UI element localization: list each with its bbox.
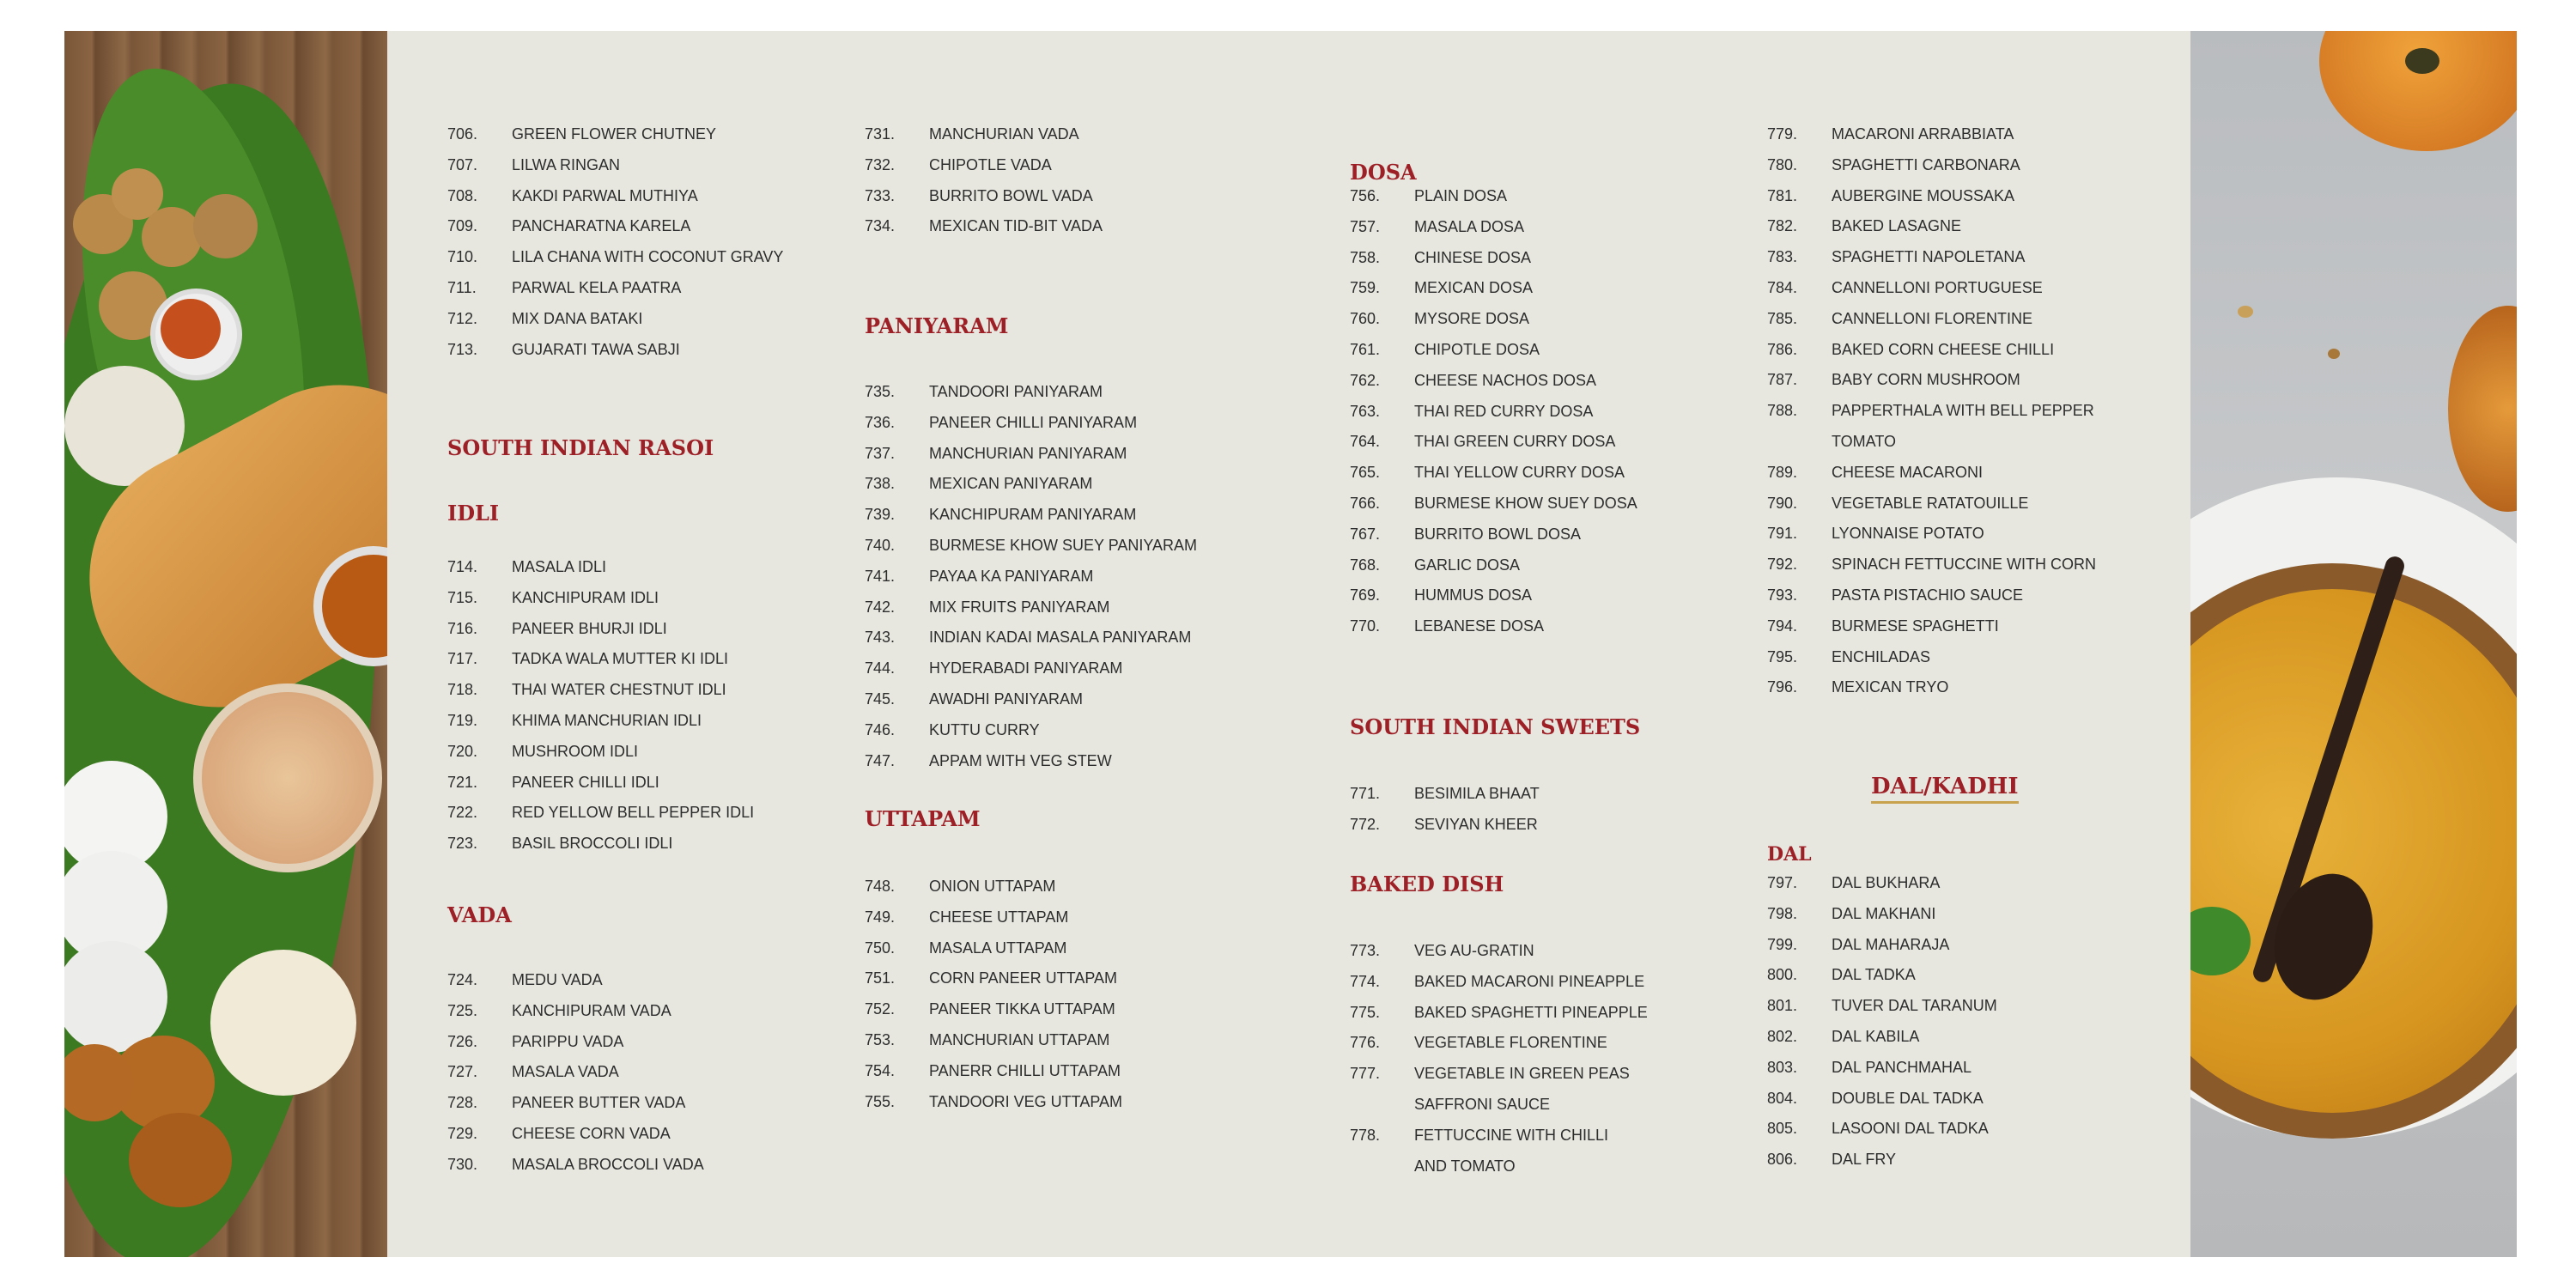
menu-item-number: 753. xyxy=(865,1031,896,1048)
menu-item-number: 743. xyxy=(865,629,896,647)
menu-item-number: 768. xyxy=(1350,556,1381,574)
menu-item-name: PASTA PISTACHIO SAUCE xyxy=(1832,586,2024,604)
menu-item-name: BURMESE KHOW SUEY DOSA xyxy=(1414,495,1637,512)
menu-item-number: 715. xyxy=(447,588,478,606)
menu-item-name: THAI YELLOW CURRY DOSA xyxy=(1414,464,1625,482)
menu-item-name: CORN PANEER UTTAPAM xyxy=(929,969,1118,987)
menu-item-name: DOUBLE DAL TADKA xyxy=(1832,1089,1984,1107)
menu-item-number: 710. xyxy=(447,248,478,266)
menu-item-name: INDIAN KADAI MASALA PANIYARAM xyxy=(929,629,1192,647)
menu-item-number: 714. xyxy=(447,558,478,575)
menu-item-name: CHEESE NACHOS DOSA xyxy=(1414,371,1597,389)
menu-item-number: 765. xyxy=(1350,464,1381,482)
menu-item-number: 783. xyxy=(1767,248,1798,266)
menu-item-name: MEXICAN DOSA xyxy=(1414,279,1534,297)
menu-item-number: 744. xyxy=(865,659,896,677)
menu-item-name-continued: AND TOMATO xyxy=(1414,1157,1516,1175)
menu-item-number: 738. xyxy=(865,475,896,493)
menu-item-number: 734. xyxy=(865,217,896,235)
menu-item-name: ONION UTTAPAM xyxy=(929,878,1056,895)
menu-item-number: 800. xyxy=(1767,966,1798,984)
menu-item-name: CHIPOTLE VADA xyxy=(929,155,1052,173)
menu-item-number: 721. xyxy=(447,773,478,791)
menu-item-name: KUTTU CURRY xyxy=(929,720,1040,738)
menu-item-number: 748. xyxy=(865,878,896,895)
menu-item-name: MIX FRUITS PANIYARAM xyxy=(929,598,1110,616)
menu-item-number: 750. xyxy=(865,939,896,957)
menu-item-name: BASIL BROCCOLI IDLI xyxy=(512,835,673,853)
menu-item-name: BAKED LASAGNE xyxy=(1832,217,1962,235)
menu-item-name: SPINACH FETTUCCINE WITH CORN xyxy=(1832,556,2096,574)
menu-item-number: 739. xyxy=(865,506,896,524)
menu-item-name: BURRITO BOWL DOSA xyxy=(1414,525,1582,543)
menu-item-name: KAKDI PARWAL MUTHIYA xyxy=(512,186,698,204)
menu-item-number: 737. xyxy=(865,444,896,462)
menu-item-number: 726. xyxy=(447,1032,478,1050)
menu-item-name: BABY CORN MUSHROOM xyxy=(1832,371,2020,389)
menu-item-name: MEXICAN TRYO xyxy=(1832,678,1949,696)
menu-item-name: DAL MAHARAJA xyxy=(1832,935,1950,953)
menu-item-number: 746. xyxy=(865,720,896,738)
menu-item-name: PARWAL KELA PAATRA xyxy=(512,279,682,296)
menu-item-name: MANCHURIAN UTTAPAM xyxy=(929,1031,1110,1048)
menu-item-name: MUSHROOM IDLI xyxy=(512,742,639,760)
menu-item-number: 801. xyxy=(1767,997,1798,1015)
section-heading-paniyaram: PANIYARAM xyxy=(865,313,1009,338)
menu-item-number: 760. xyxy=(1350,310,1381,328)
menu-item-number: 755. xyxy=(865,1092,896,1110)
menu-item-name: HYDERABADI PANIYARAM xyxy=(929,659,1123,677)
menu-item-name: CHEESE MACARONI xyxy=(1832,463,1984,481)
menu-item-number: 787. xyxy=(1767,371,1798,389)
menu-item-number: 805. xyxy=(1767,1120,1798,1138)
menu-item-number: 777. xyxy=(1350,1065,1381,1083)
menu-item-name: VEG AU-GRATIN xyxy=(1414,942,1534,959)
menu-item-name: PAPPERTHALA WITH BELL PEPPER xyxy=(1832,402,2094,420)
menu-item-name: PANEER BUTTER VADA xyxy=(512,1094,686,1112)
menu-item-name: LEBANESE DOSA xyxy=(1414,617,1545,635)
menu-item-number: 788. xyxy=(1767,402,1798,420)
menu-item-number: 761. xyxy=(1350,341,1381,358)
menu-item-name: GREEN FLOWER CHUTNEY xyxy=(512,125,717,143)
menu-item-name: SPAGHETTI CARBONARA xyxy=(1832,155,2020,173)
menu-item-name: FETTUCCINE WITH CHILLI xyxy=(1414,1126,1609,1144)
menu-item-name: HUMMUS DOSA xyxy=(1414,586,1533,605)
menu-item-name: GARLIC DOSA xyxy=(1414,556,1521,574)
menu-item-name: APPAM WITH VEG STEW xyxy=(929,751,1112,769)
section-heading-idli: IDLI xyxy=(447,501,500,526)
menu-item-name: TANDOORI PANIYARAM xyxy=(929,383,1103,400)
menu-item-number: 775. xyxy=(1350,1003,1381,1021)
menu-item-name: VEGETABLE IN GREEN PEAS xyxy=(1414,1065,1630,1083)
menu-item-number: 793. xyxy=(1767,586,1798,604)
menu-item-number: 791. xyxy=(1767,525,1798,543)
menu-item-number: 723. xyxy=(447,835,478,853)
menu-item-name: CHINESE DOSA xyxy=(1414,248,1532,266)
menu-item-name: BURMESE SPAGHETTI xyxy=(1832,617,1999,635)
menu-item-number: 720. xyxy=(447,742,478,760)
menu-item-number: 782. xyxy=(1767,217,1798,235)
menu-item-name: PANCHARATNA KARELA xyxy=(512,217,691,235)
menu-item-name: KANCHIPURAM IDLI xyxy=(512,588,659,606)
menu-item-number: 803. xyxy=(1767,1058,1798,1076)
menu-item-number: 794. xyxy=(1767,617,1798,635)
south-indian-food-photo xyxy=(64,31,387,1257)
menu-item-number: 778. xyxy=(1350,1126,1381,1144)
menu-item-number: 766. xyxy=(1350,495,1381,512)
menu-item-name: MEXICAN TID-BIT VADA xyxy=(929,217,1103,235)
menu-item-number: 796. xyxy=(1767,678,1798,696)
menu-item-number: 728. xyxy=(447,1094,478,1112)
dal-soup-with-pumpkin-photo xyxy=(2190,31,2517,1257)
menu-item-name: MASALA VADA xyxy=(512,1063,619,1081)
menu-item-number: 757. xyxy=(1350,217,1381,235)
menu-item-name: MASALA IDLI xyxy=(512,558,607,575)
menu-item-number: 724. xyxy=(447,971,478,988)
menu-item-number: 716. xyxy=(447,619,478,637)
menu-item-number: 758. xyxy=(1350,248,1381,266)
menu-item-number: 767. xyxy=(1350,525,1381,543)
menu-item-number: 722. xyxy=(447,804,478,822)
menu-item-number: 727. xyxy=(447,1063,478,1081)
menu-item-number: 736. xyxy=(865,413,896,431)
menu-item-name: PANERR CHILLI UTTAPAM xyxy=(929,1061,1121,1079)
menu-item-number: 731. xyxy=(865,125,896,143)
menu-item-name: CANNELLONI PORTUGUESE xyxy=(1832,279,2043,296)
menu-item-name: CHIPOTLE DOSA xyxy=(1414,341,1540,358)
menu-item-name-continued: SAFFRONI SAUCE xyxy=(1414,1096,1551,1114)
section-heading-baked-dish: BAKED DISH xyxy=(1350,872,1504,896)
menu-item-number: 725. xyxy=(447,1001,478,1019)
menu-item-number: 733. xyxy=(865,186,896,204)
menu-item-name: MIX DANA BATAKI xyxy=(512,309,643,327)
menu-item-number: 730. xyxy=(447,1155,478,1173)
menu-item-number: 740. xyxy=(865,537,896,554)
menu-item-number: 732. xyxy=(865,155,896,173)
menu-item-name: CHEESE UTTAPAM xyxy=(929,908,1069,926)
menu-page xyxy=(64,31,2517,1257)
menu-item-name: KHIMA MANCHURIAN IDLI xyxy=(512,712,702,729)
section-heading-south-indian-sweets: SOUTH INDIAN SWEETS xyxy=(1350,714,1641,739)
menu-item-number: 776. xyxy=(1350,1034,1381,1052)
menu-item-name: MACARONI ARRABBIATA xyxy=(1832,125,2014,143)
menu-item-number: 764. xyxy=(1350,433,1381,451)
menu-item-number: 713. xyxy=(447,340,478,358)
menu-item-name: GUJARATI TAWA SABJI xyxy=(512,340,680,358)
menu-item-number: 781. xyxy=(1767,186,1798,204)
menu-item-number: 709. xyxy=(447,217,478,235)
menu-item-name: VEGETABLE RATATOUILLE xyxy=(1832,494,2029,512)
menu-item-name: MASALA UTTAPAM xyxy=(929,939,1067,957)
menu-item-name: TANDOORI VEG UTTAPAM xyxy=(929,1092,1123,1110)
menu-item-name: RED YELLOW BELL PEPPER IDLI xyxy=(512,804,755,822)
menu-item-number: 747. xyxy=(865,751,896,769)
menu-item-name: MASALA DOSA xyxy=(1414,217,1525,235)
menu-item-number: 789. xyxy=(1767,463,1798,481)
section-heading-dosa: DOSA xyxy=(1350,160,1417,185)
menu-item-name: THAI WATER CHESTNUT IDLI xyxy=(512,681,726,699)
menu-item-number: 735. xyxy=(865,383,896,400)
menu-item-name: PANEER CHILLI IDLI xyxy=(512,773,659,791)
menu-item-number: 780. xyxy=(1767,155,1798,173)
menu-item-name: THAI GREEN CURRY DOSA xyxy=(1414,433,1616,451)
menu-item-number: 799. xyxy=(1767,935,1798,953)
menu-item-number: 742. xyxy=(865,598,896,616)
section-heading-vada: VADA xyxy=(447,902,512,927)
menu-item-name: PARIPPU VADA xyxy=(512,1032,624,1050)
menu-item-name: KANCHIPURAM VADA xyxy=(512,1001,671,1019)
menu-item-number: 708. xyxy=(447,186,478,204)
menu-item-name: MANCHURIAN PANIYARAM xyxy=(929,444,1127,462)
menu-item-name: MYSORE DOSA xyxy=(1414,310,1530,328)
menu-item-number: 779. xyxy=(1767,125,1798,143)
menu-item-number: 769. xyxy=(1350,586,1381,605)
menu-item-number: 741. xyxy=(865,567,896,585)
menu-item-name: MEXICAN PANIYARAM xyxy=(929,475,1093,493)
menu-item-number: 718. xyxy=(447,681,478,699)
menu-item-name: KANCHIPURAM PANIYARAM xyxy=(929,506,1137,524)
section-heading-dal: DAL xyxy=(1767,843,1812,866)
menu-item-name: VEGETABLE FLORENTINE xyxy=(1414,1034,1607,1052)
menu-item-name: TADKA WALA MUTTER KI IDLI xyxy=(512,650,729,668)
menu-item-number: 797. xyxy=(1767,874,1798,891)
menu-item-number: 719. xyxy=(447,712,478,729)
menu-item-number: 792. xyxy=(1767,556,1798,574)
menu-item-name: LILA CHANA WITH COCONUT GRAVY xyxy=(512,248,784,266)
menu-item-name: AUBERGINE MOUSSAKA xyxy=(1832,186,2015,204)
menu-item-number: 745. xyxy=(865,690,896,708)
menu-item-name: PANEER CHILLI PANIYARAM xyxy=(929,413,1138,431)
menu-item-number: 795. xyxy=(1767,647,1798,665)
menu-item-number: 706. xyxy=(447,125,478,143)
menu-item-number: 772. xyxy=(1350,815,1381,833)
menu-item-number: 773. xyxy=(1350,942,1381,959)
menu-item-name: CHEESE CORN VADA xyxy=(512,1125,671,1142)
menu-item-name: AWADHI PANIYARAM xyxy=(929,690,1084,708)
menu-item-name: TUVER DAL TARANUM xyxy=(1832,997,1997,1015)
menu-item-number: 752. xyxy=(865,1000,896,1018)
menu-item-number: 763. xyxy=(1350,402,1381,420)
menu-item-number: 804. xyxy=(1767,1089,1798,1107)
menu-item-number: 754. xyxy=(865,1061,896,1079)
menu-item-name: BAKED CORN CHEESE CHILLI xyxy=(1832,340,2055,358)
menu-item-number: 729. xyxy=(447,1125,478,1142)
menu-item-number: 707. xyxy=(447,155,478,173)
menu-item-name: DAL KABILA xyxy=(1832,1028,1920,1045)
menu-item-name: SPAGHETTI NAPOLETANA xyxy=(1832,248,2026,266)
menu-item-name: SEVIYAN KHEER xyxy=(1414,815,1538,833)
menu-item-name: BURRITO BOWL VADA xyxy=(929,186,1093,204)
section-heading-dal-kadhi: DAL/KADHI xyxy=(1871,774,2019,804)
section-heading-south-indian-rasoi: SOUTH INDIAN RASOI xyxy=(447,435,714,460)
menu-item-number: 784. xyxy=(1767,279,1798,296)
menu-item-number: 785. xyxy=(1767,309,1798,327)
menu-item-name: THAI RED CURRY DOSA xyxy=(1414,402,1594,420)
menu-item-name: LASOONI DAL TADKA xyxy=(1832,1120,1989,1138)
menu-item-number: 771. xyxy=(1350,785,1381,802)
menu-item-name: MASALA BROCCOLI VADA xyxy=(512,1155,704,1173)
menu-item-number: 717. xyxy=(447,650,478,668)
menu-item-number: 798. xyxy=(1767,904,1798,922)
menu-item-number: 790. xyxy=(1767,494,1798,512)
menu-item-name: DAL BUKHARA xyxy=(1832,874,1941,891)
menu-item-name: BURMESE KHOW SUEY PANIYARAM xyxy=(929,537,1198,554)
menu-item-number: 749. xyxy=(865,908,896,926)
section-heading-uttapam: UTTAPAM xyxy=(865,806,981,831)
menu-item-number: 712. xyxy=(447,309,478,327)
menu-item-name: DAL FRY xyxy=(1832,1151,1897,1169)
menu-item-number: 770. xyxy=(1350,617,1381,635)
menu-item-number: 806. xyxy=(1767,1151,1798,1169)
menu-item-name-continued: TOMATO xyxy=(1832,433,1897,451)
menu-item-name: ENCHILADAS xyxy=(1832,647,1931,665)
menu-item-number: 711. xyxy=(447,279,477,296)
menu-item-name: MEDU VADA xyxy=(512,971,603,988)
menu-item-name: LILWA RINGAN xyxy=(512,155,621,173)
menu-item-name: PAYAA KA PANIYARAM xyxy=(929,567,1094,585)
menu-item-name: BAKED SPAGHETTI PINEAPPLE xyxy=(1414,1003,1648,1021)
menu-item-number: 756. xyxy=(1350,187,1381,204)
menu-item-name: DAL MAKHANI xyxy=(1832,904,1936,922)
menu-item-number: 786. xyxy=(1767,340,1798,358)
menu-item-number: 802. xyxy=(1767,1028,1798,1045)
menu-item-name: CANNELLONI FLORENTINE xyxy=(1832,309,2033,327)
menu-item-name: PANEER TIKKA UTTAPAM xyxy=(929,1000,1115,1018)
menu-item-number: 762. xyxy=(1350,371,1381,389)
menu-item-number: 751. xyxy=(865,969,896,987)
menu-item-number: 774. xyxy=(1350,972,1381,990)
menu-item-name: DAL TADKA xyxy=(1832,966,1916,984)
menu-item-name: PLAIN DOSA xyxy=(1414,187,1508,204)
menu-item-name: BESIMILA BHAAT xyxy=(1414,785,1540,802)
menu-content xyxy=(387,31,2190,1257)
menu-item-name: BAKED MACARONI PINEAPPLE xyxy=(1414,972,1645,990)
menu-item-name: PANEER BHURJI IDLI xyxy=(512,619,667,637)
menu-item-number: 759. xyxy=(1350,279,1381,297)
menu-item-name: DAL PANCHMAHAL xyxy=(1832,1058,1972,1076)
menu-item-name: LYONNAISE POTATO xyxy=(1832,525,1984,543)
menu-item-name: MANCHURIAN VADA xyxy=(929,125,1079,143)
